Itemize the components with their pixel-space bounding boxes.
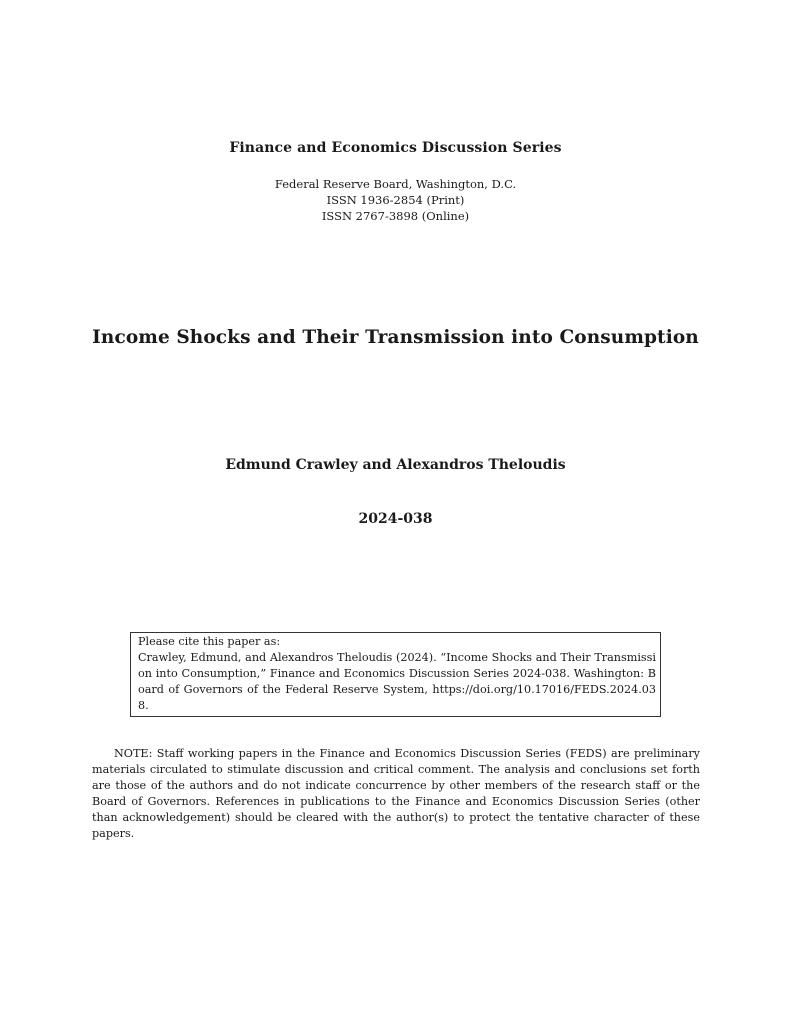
publisher-block (0, 176, 791, 224)
publisher-line: Federal Reserve Board, Washington, D.C. (274, 177, 517, 191)
citation-intro: Please cite this paper as: (138, 635, 281, 648)
paper-authors: Edmund Crawley and Alexandros Theloudis (225, 457, 566, 473)
issn-online: ISSN 2767-3898 (Online) (321, 209, 470, 223)
issn-print: ISSN 1936-2854 (Print) (326, 193, 465, 207)
citation-box (130, 632, 661, 717)
series-title: Finance and Economics Discussion Series (229, 140, 562, 156)
disclaimer-note: NOTE: Staff working papers in the Finance and Economics Discussion Series (FEDS) are preliminary materials circulated to stimulate discussion and critical comment. The analysis and conclusions set forth are those of the authors and do not indicate concurrence by other members of the research staff or the Board of Governors. References in publications to the Finance and Economics Discussion Series (other than acknowledgement) should be cleared with the author(s) to protect the tentative character of these papers. (92, 747, 700, 840)
citation-text: Crawley, Edmund, and Alexandros Theloudis (2024). “Income Shocks and Their Transmission into Consumption,” Finance and Economics Discussion Series 2024-038. Washington: Board of Governors of the Federal Reserve System, https://doi.org/10.17016/FEDS.2024.038. (138, 651, 656, 712)
paper-number: 2024-038 (358, 511, 433, 527)
paper-title: Income Shocks and Their Transmission into Consumption (92, 327, 699, 348)
